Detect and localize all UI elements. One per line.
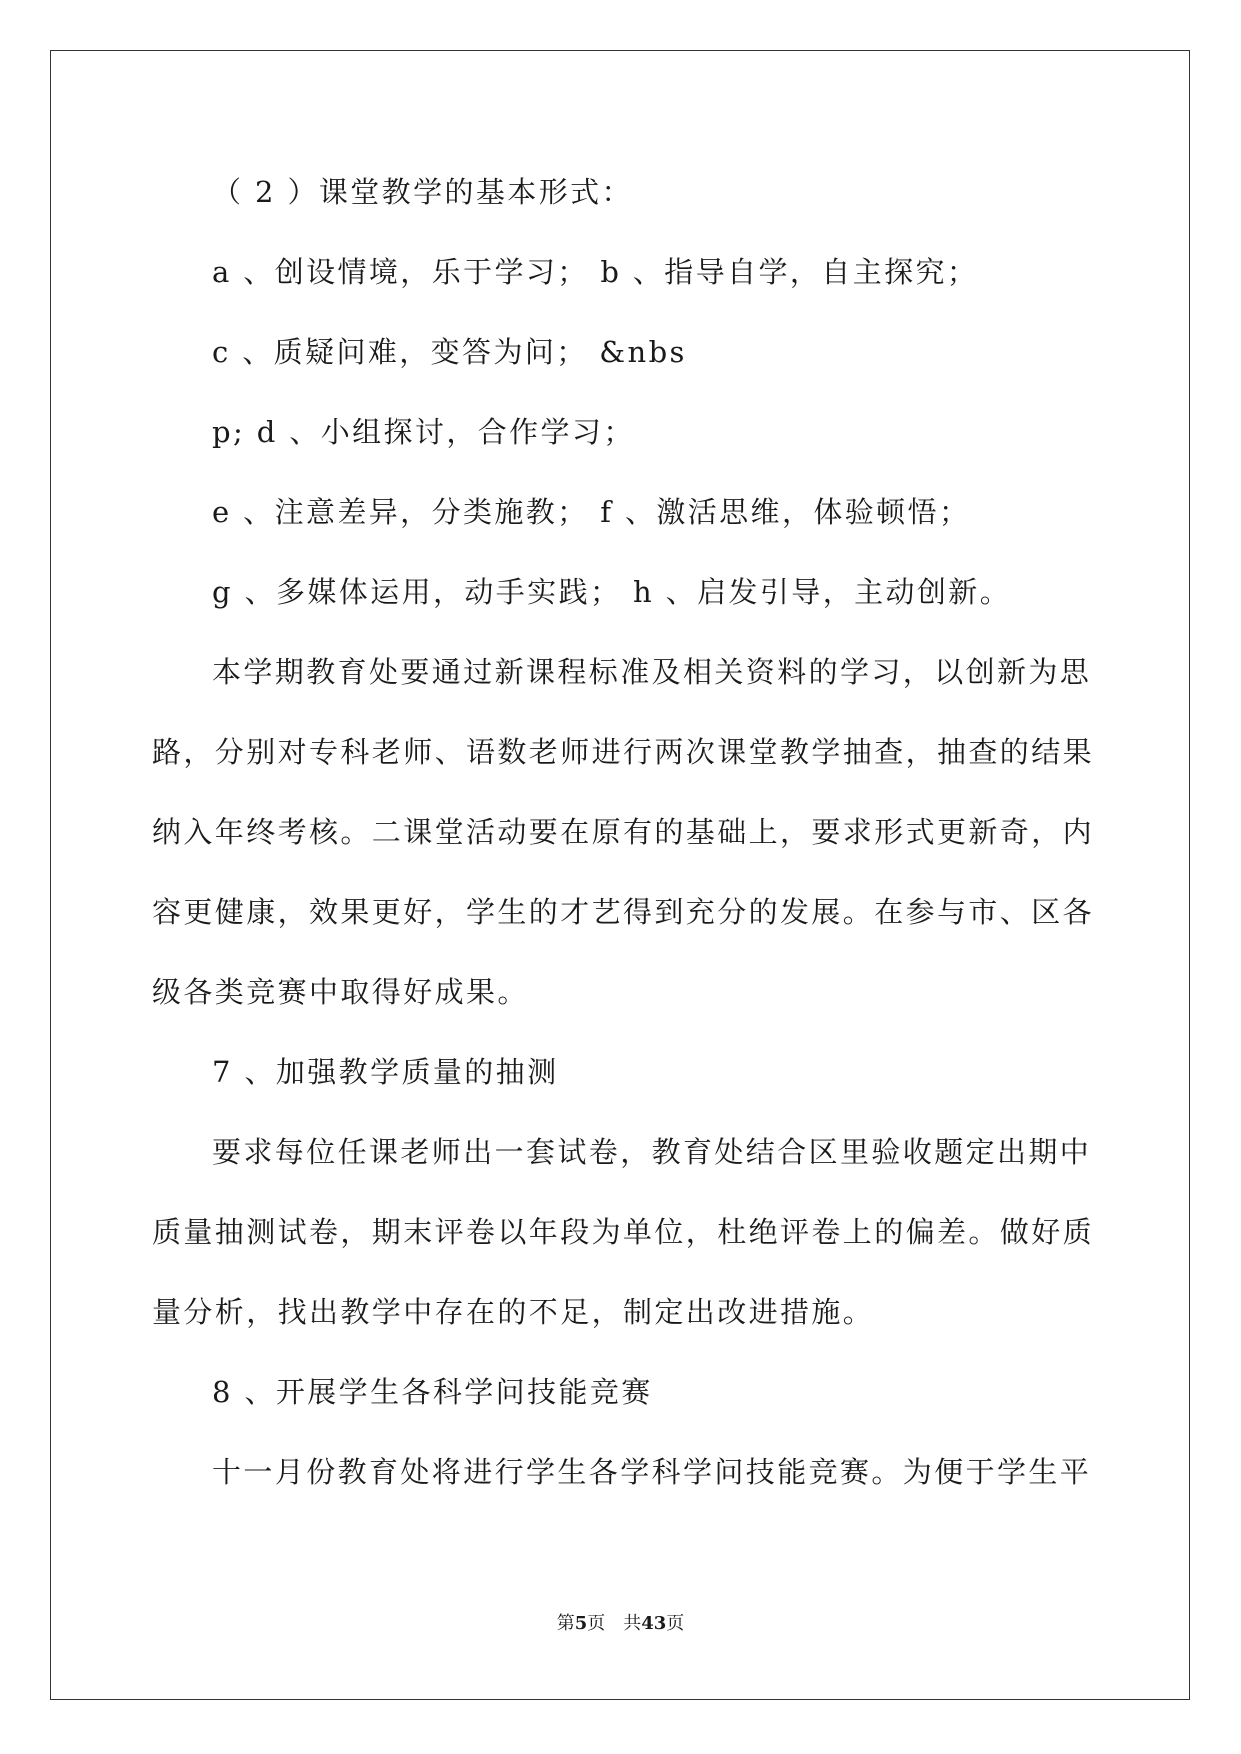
paragraph-line: 量分析，找出教学中存在的不足，制定出改进措施。 <box>152 1295 875 1329</box>
paragraph-line: c 、质疑问难，变答为问； &nbs <box>212 335 687 369</box>
page-border <box>50 50 1190 1700</box>
paragraph-line: a 、创设情境，乐于学习； b 、指导自学，自主探究； <box>212 255 979 289</box>
page-footer <box>0 1612 1241 1636</box>
paragraph-line: 容更健康，效果更好，学生的才艺得到充分的发展。在参与市、区各 <box>152 895 1095 929</box>
paragraph-line: e 、注意差异，分类施教； f 、激活思维，体验顿悟； <box>212 495 971 529</box>
footer-prefix: 第 <box>556 1613 575 1634</box>
paragraph-line: 要求每位任课老师出一套试卷，教育处结合区里验收题定出期中 <box>212 1135 1092 1169</box>
total-page-number: 43 <box>641 1613 667 1634</box>
section-heading: 7 、加强教学质量的抽测 <box>212 1055 559 1089</box>
paragraph-line: 级各类竞赛中取得好成果。 <box>152 975 529 1009</box>
footer-suffix: 页 <box>666 1613 685 1634</box>
footer-middle: 页 共 <box>587 1613 642 1634</box>
paragraph-line: （ 2 ）课堂教学的基本形式： <box>212 175 633 209</box>
paragraph-line: 纳入年终考核。二课堂活动要在原有的基础上，要求形式更新奇，内 <box>152 815 1095 849</box>
section-heading: 8 、开展学生各科学问技能竞赛 <box>212 1375 653 1409</box>
paragraph-line: 十一月份教育处将进行学生各学科学问技能竞赛。为便于学生平 <box>212 1455 1092 1489</box>
paragraph-line: 路，分别对专科老师、语数老师进行两次课堂教学抽查，抽查的结果 <box>152 735 1095 769</box>
paragraph-line: 质量抽测试卷，期末评卷以年段为单位，杜绝评卷上的偏差。做好质 <box>152 1215 1095 1249</box>
paragraph-line: g 、多媒体运用，动手实践； h 、启发引导，主动创新。 <box>212 575 1012 609</box>
paragraph-line: p; d 、小组探讨，合作学习； <box>212 415 635 449</box>
paragraph-line: 本学期教育处要通过新课程标准及相关资料的学习，以创新为思 <box>212 655 1092 689</box>
current-page-number: 5 <box>574 1613 588 1634</box>
